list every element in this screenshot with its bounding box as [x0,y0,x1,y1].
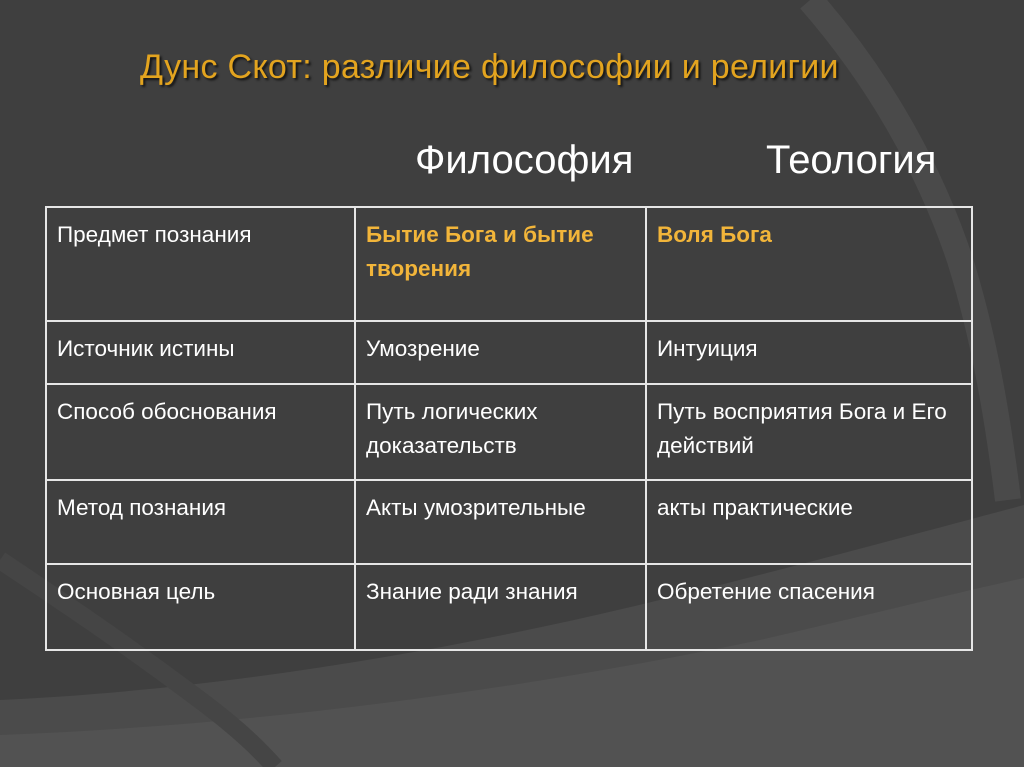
row-label: Основная цель [46,564,355,650]
table-row [46,384,972,480]
row-label: Способ обоснования [46,384,355,480]
table-row [46,207,972,321]
comparison-table [45,206,973,651]
table-row [46,480,972,564]
theology-cell: Путь восприятия Бога и Его действий [646,384,972,480]
philosophy-cell: Бытие Бога и бытие творения [355,207,646,321]
theology-cell: акты практические [646,480,972,564]
philosophy-column-heading: Философия [415,138,634,182]
theology-cell: Обретение спасения [646,564,972,650]
philosophy-cell: Акты умозрительные [355,480,646,564]
slide-title: Дунс Скот: различие философии и религии [140,48,839,86]
philosophy-cell: Знание ради знания [355,564,646,650]
theology-cell: Воля Бога [646,207,972,321]
table-row [46,321,972,384]
table-row [46,564,972,650]
row-label: Источник истины [46,321,355,384]
theology-cell: Интуиция [646,321,972,384]
row-label: Метод познания [46,480,355,564]
philosophy-cell: Путь логических доказательств [355,384,646,480]
theology-column-heading: Теология [766,138,937,182]
philosophy-cell: Умозрение [355,321,646,384]
row-label: Предмет познания [46,207,355,321]
